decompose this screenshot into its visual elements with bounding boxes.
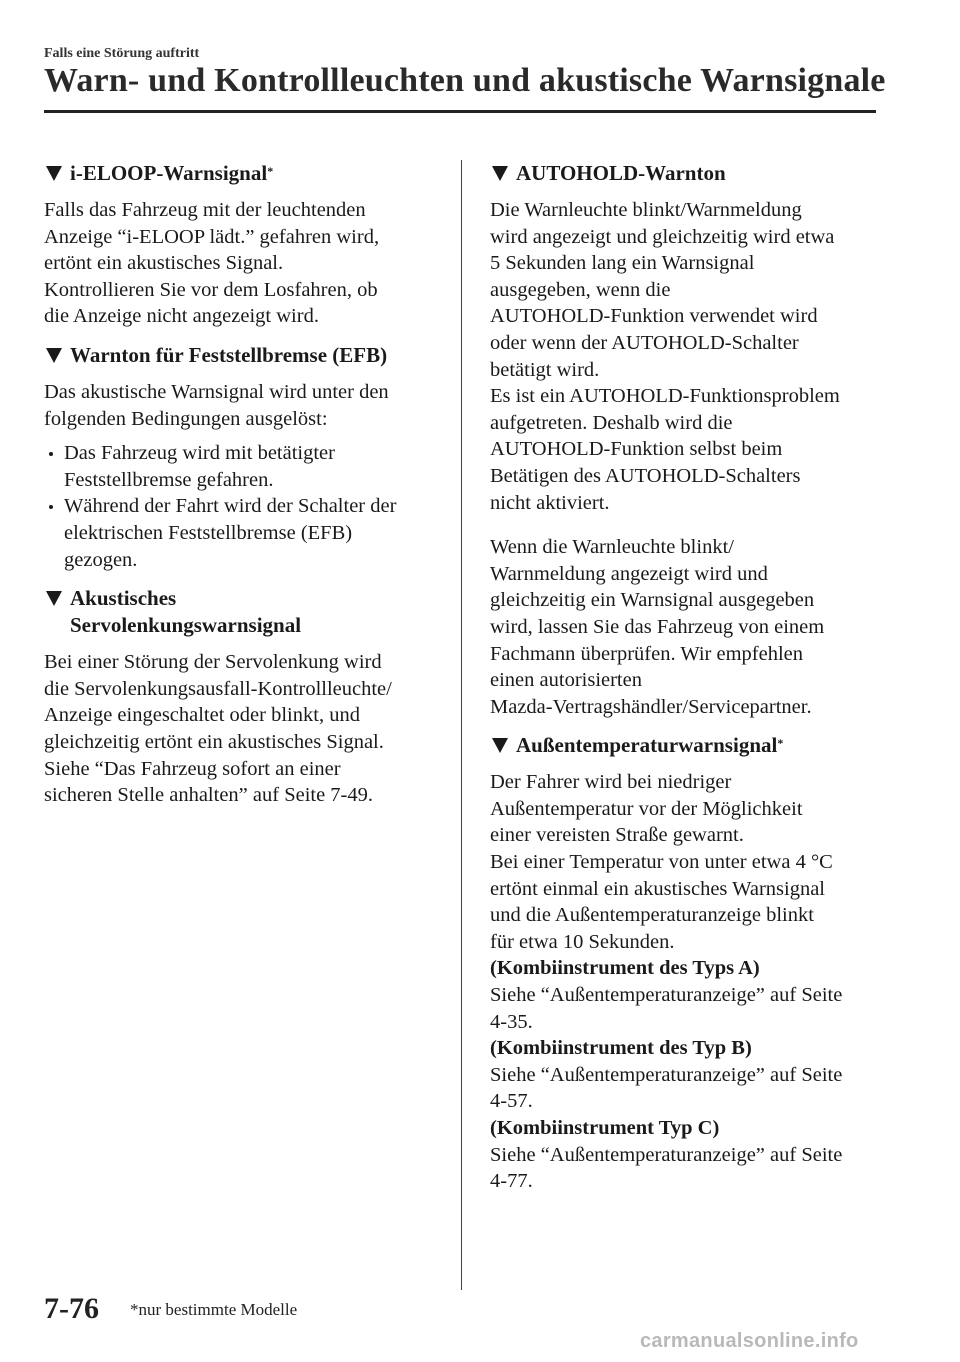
triangle-bullet-icon	[46, 348, 62, 363]
text-line: Bei einer Störung der Servolenkung wird	[44, 651, 382, 674]
text-line: betätigt wird.	[490, 358, 600, 381]
text-line: 4-77.	[490, 1170, 533, 1193]
list-item	[44, 493, 436, 573]
text-line: nicht aktiviert.	[490, 491, 610, 514]
text-line: Siehe “Außentemperaturanzeige” auf Seite	[490, 1143, 843, 1166]
text-line: AUTOHOLD-Funktion selbst beim	[490, 438, 783, 461]
paragraph-efb-intro	[44, 379, 436, 432]
subheading-type-b: (Kombiinstrument des Typ B)	[490, 1037, 752, 1060]
text-line: die Servolenkungsausfall-Kontrollleuchte/	[44, 677, 392, 700]
text-line: einen autorisierten	[490, 669, 642, 692]
footnote-mark: *	[267, 164, 274, 178]
text-line: Das Fahrzeug wird mit betätigter	[64, 442, 335, 465]
section-heading-servolenkung	[44, 585, 436, 639]
triangle-bullet-icon	[492, 738, 508, 753]
left-column	[44, 160, 436, 809]
text-line: Mazda-Vertragshändler/Servicepartner.	[490, 695, 812, 718]
text-line: Die Warnleuchte blinkt/Warnmeldung	[490, 199, 802, 221]
text-line: 4-57.	[490, 1090, 533, 1113]
text-line: elektrischen Feststellbremse (EFB)	[64, 521, 353, 544]
header-rule	[44, 110, 876, 113]
text-line: AUTOHOLD-Funktion verwendet wird	[490, 305, 818, 328]
text-line: gezogen.	[64, 548, 138, 571]
text-line: Der Fahrer wird bei niedriger	[490, 771, 732, 794]
text-line: ertönt ein akustisches Signal.	[44, 252, 284, 275]
list-item	[44, 440, 436, 493]
text-line: sicheren Stelle anhalten” auf Seite 7-49.	[44, 784, 374, 807]
right-column	[490, 160, 882, 1195]
paragraph-servolenkung	[44, 649, 436, 809]
bullet-dot-icon	[49, 505, 53, 509]
text-line: die Anzeige nicht angezeigt wird.	[44, 305, 319, 328]
heading-text: Außentemperaturwarnsignal	[516, 733, 778, 758]
text-line: wird angezeigt und gleichzeitig wird etwa	[490, 225, 835, 248]
text-line: Wenn die Warnleuchte blinkt/	[490, 536, 734, 559]
text-line: oder wenn der AUTOHOLD-Schalter	[490, 331, 799, 354]
column-divider	[461, 160, 462, 1290]
text-line: 4-35.	[490, 1010, 533, 1033]
triangle-bullet-icon	[46, 591, 62, 606]
text-line: Siehe “Außentemperaturanzeige” auf Seite	[490, 1063, 843, 1086]
heading-text: AUTOHOLD-Warnton	[516, 161, 726, 185]
section-heading-aussentemperatur	[490, 732, 882, 759]
paragraph-i-eloop	[44, 197, 436, 330]
section-label: Falls eine Störung auftritt	[44, 46, 200, 61]
text-line: Fachmann überprüfen. Wir empfehlen	[490, 642, 804, 665]
bullet-list-efb	[44, 440, 436, 573]
text-line: Kontrollieren Sie vor dem Losfahren, ob	[44, 278, 378, 301]
bullet-dot-icon	[49, 452, 53, 456]
text-line: Das akustische Warnsignal wird unter den	[44, 380, 389, 403]
text-line: Falls das Fahrzeug mit der leuchtenden	[44, 199, 366, 221]
page-title: Warn- und Kontrollleuchten und akustische Warnsignale	[44, 62, 886, 99]
text-line: Betätigen des AUTOHOLD-Schalters	[490, 464, 801, 487]
paragraph-aussentemperatur	[490, 769, 882, 1195]
text-line: folgenden Bedingungen ausgelöst:	[44, 407, 328, 430]
text-line: Siehe “Außentemperaturanzeige” auf Seite	[490, 984, 843, 1007]
heading-text: Akustisches	[70, 586, 177, 611]
subheading-type-c: (Kombiinstrument Typ C)	[490, 1117, 720, 1139]
subheading-type-a: (Kombiinstrument des Typs A)	[490, 957, 760, 980]
paragraph-autohold-a	[490, 197, 882, 516]
text-line: Es ist ein AUTOHOLD-Funktionsproblem	[490, 385, 840, 408]
text-line: einer vereisten Straße gewarnt.	[490, 824, 744, 847]
text-line: Anzeige “i-ELOOP lädt.” gefahren wird,	[44, 225, 380, 248]
text-line: Anzeige eingeschaltet oder blinkt, und	[44, 704, 360, 727]
heading-text: Warnton für Feststellbremse (EFB)	[70, 342, 388, 367]
heading-text: i-ELOOP-Warnsignal	[70, 161, 268, 185]
paragraph-autohold-b	[490, 534, 882, 720]
text-line: ausgegeben, wenn die	[490, 278, 671, 301]
text-line: Außentemperatur vor der Möglichkeit	[490, 797, 803, 820]
text-line: Siehe “Das Fahrzeug sofort an einer	[44, 757, 341, 780]
text-line: Bei einer Temperatur von unter etwa 4 °C	[490, 851, 833, 874]
text-line: Warnmeldung angezeigt wird und	[490, 562, 768, 585]
text-line: Während der Fahrt wird der Schalter der	[64, 495, 397, 518]
text-line: ertönt einmal ein akustisches Warnsignal	[490, 877, 825, 900]
page-number: 7-76	[44, 1292, 99, 1325]
section-heading-autohold	[490, 160, 882, 187]
text-line: aufgetreten. Deshalb wird die	[490, 411, 733, 434]
text-line: und die Außentemperaturanzeige blinkt	[490, 904, 814, 927]
footnote: *nur bestimmte Modelle	[130, 1300, 298, 1319]
text-line: Feststellbremse gefahren.	[64, 468, 274, 491]
section-heading-i-eloop	[44, 160, 436, 187]
text-line: für etwa 10 Sekunden.	[490, 930, 675, 953]
text-line: wird, lassen Sie das Fahrzeug von einem	[490, 615, 825, 638]
footnote-mark: *	[777, 736, 784, 751]
text-line: gleichzeitig ein Warnsignal ausgegeben	[490, 589, 815, 612]
text-line: 5 Sekunden lang ein Warnsignal	[490, 252, 755, 275]
watermark: carmanualsonline.info	[640, 1330, 859, 1352]
text-line: gleichzeitig ertönt ein akustisches Signal.	[44, 730, 384, 753]
section-heading-efb	[44, 342, 436, 369]
triangle-bullet-icon	[492, 166, 508, 181]
heading-text: Servolenkungswarnsignal	[70, 613, 302, 638]
triangle-bullet-icon	[46, 166, 62, 181]
